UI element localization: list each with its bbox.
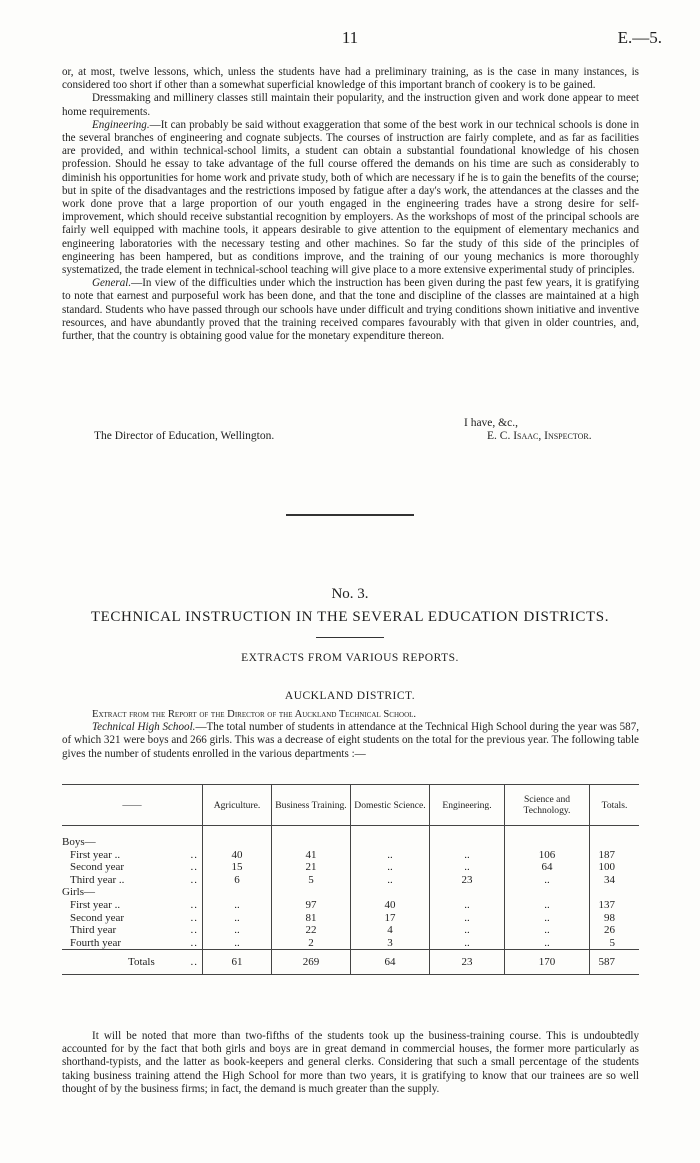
total-cell: 587	[590, 950, 640, 975]
cell	[505, 836, 590, 849]
cell: ..	[430, 861, 505, 874]
row-dots: ..	[190, 911, 198, 924]
col-header-agriculture: Agriculture.	[203, 785, 272, 826]
cell	[505, 886, 590, 899]
cell: 17	[351, 912, 430, 925]
general-body: —In view of the difficulties under which the instruction has been given during the past few years, it is gratifying to note that earnest and purposeful work has been done, and that the tone and discipline of the classes are maintained at a high standard. Students who have passed through our schools have under difficult and trying conditions shown initiative and inventive resources, and have abundantly proved that the training received compares favourably with that given in older countries, and, further, that the country is obtaining good value for the monetary expenditure thereon.	[62, 277, 639, 343]
technical-high-school-body: —The total number of students in attendance at the Technical High School during the year was 587, of which 321 were boys and 266 girls. This was a decrease of eight students on the total for the previous year. The following table gives the number of students enrolled in the various departments :—	[62, 721, 640, 760]
row-dots: ..	[190, 873, 198, 886]
cell: 15	[203, 861, 272, 874]
total-cell: 269	[272, 950, 351, 975]
col-header-business: Business Training.	[272, 785, 351, 826]
cell: 23	[430, 874, 505, 887]
cell	[430, 886, 505, 899]
row-label: Fourth year	[70, 936, 122, 949]
cell: ..	[203, 912, 272, 925]
engineering-lead: Engineering.	[92, 118, 150, 131]
col-header-science: Science and Technology.	[505, 785, 590, 826]
cell	[272, 836, 351, 849]
total-cell: 64	[351, 950, 430, 975]
cell	[430, 836, 505, 849]
row-label: First year ..	[70, 898, 121, 911]
paragraph-technical-high-school	[62, 721, 639, 761]
extract-heading: Extract from the Report of the Director of the Auckland Technical School.	[92, 709, 417, 720]
totals-row	[62, 950, 639, 975]
cell: ..	[203, 924, 272, 937]
row-dots: ..	[190, 848, 198, 861]
cell	[272, 886, 351, 899]
total-cell: 23	[430, 950, 505, 975]
table-row	[62, 924, 639, 937]
cell: ..	[351, 849, 430, 862]
table-row	[62, 874, 639, 887]
paragraph-cookery-end: or, at most, twelve lessons, which, unless the students have had a preliminary training, as is the case in many instances, is considered too short if other than a somewhat superficial knowledge of this important branch of cookery is to be gained.	[62, 66, 639, 92]
cell: ..	[203, 937, 272, 950]
table-row	[62, 849, 639, 862]
section-subtitle: EXTRACTS FROM VARIOUS REPORTS.	[241, 652, 459, 664]
table-row	[62, 836, 639, 849]
page-number: 11	[341, 28, 359, 47]
table-row	[62, 886, 639, 899]
cell: ..	[430, 937, 505, 950]
cell: 40	[203, 849, 272, 862]
table-header-row	[62, 785, 639, 826]
cell: ..	[351, 874, 430, 887]
row-dots: ..	[190, 898, 198, 911]
document-code: E.—5.	[617, 28, 662, 47]
addressee: The Director of Education, Wellington.	[94, 430, 275, 442]
totals-dots: ..	[190, 956, 198, 969]
paragraph-dressmaking: Dressmaking and millinery classes still maintain their popularity, and the instruction given and work done appear to meet home requirements.	[62, 92, 639, 118]
signer: E. C. Isaac, Inspector.	[487, 430, 592, 442]
cell: 98	[590, 912, 640, 925]
spacer-row	[62, 826, 639, 837]
table-row	[62, 937, 639, 950]
section-number: No. 3.	[331, 586, 369, 602]
table-row	[62, 912, 639, 925]
title-rule	[316, 637, 384, 638]
cell: 34	[590, 874, 640, 887]
col-header-blank: ——	[122, 799, 142, 811]
cell: 5	[272, 874, 351, 887]
row-label: Second year	[70, 911, 125, 924]
row-label: Third year	[70, 924, 117, 937]
row-dots: ..	[190, 924, 198, 937]
total-cell: 61	[203, 950, 272, 975]
row-label: Girls—	[62, 886, 95, 899]
row-label: Boys—	[62, 836, 96, 848]
cell: 3	[351, 937, 430, 950]
cell: 21	[272, 861, 351, 874]
col-header-domestic: Domestic Science.	[351, 785, 430, 826]
row-label: First year ..	[70, 848, 121, 861]
closing: I have, &c.,	[464, 417, 518, 429]
table-row	[62, 899, 639, 912]
cell: 2	[272, 937, 351, 950]
cell: 106	[505, 849, 590, 862]
cell: ..	[430, 899, 505, 912]
enrolment-table	[62, 784, 639, 975]
cell: 64	[505, 861, 590, 874]
row-dots: ..	[190, 936, 198, 949]
paragraph-engineering	[62, 119, 639, 277]
technical-high-school-lead: Technical High School.	[92, 721, 196, 734]
row-label: Second year	[70, 861, 125, 874]
cell: 6	[203, 874, 272, 887]
cell: 100	[590, 861, 640, 874]
paragraph-general	[62, 277, 639, 343]
cell	[351, 836, 430, 849]
cell	[590, 886, 640, 899]
row-dots: ..	[190, 861, 198, 874]
cell: ..	[430, 912, 505, 925]
cell	[590, 836, 640, 849]
cell	[203, 836, 272, 849]
cell: 5	[590, 937, 640, 950]
row-label: Third year ..	[70, 873, 125, 886]
cell: ..	[505, 924, 590, 937]
cell: 41	[272, 849, 351, 862]
district-heading: AUCKLAND DISTRICT.	[284, 690, 416, 702]
cell: 4	[351, 924, 430, 937]
cell: 97	[272, 899, 351, 912]
report-bottom-text	[62, 1030, 639, 1096]
cell: ..	[430, 924, 505, 937]
total-cell: 170	[505, 950, 590, 975]
totals-label: Totals	[128, 956, 155, 969]
cell: 81	[272, 912, 351, 925]
cell: 26	[590, 924, 640, 937]
extract-text	[62, 708, 639, 761]
cell: ..	[351, 861, 430, 874]
section-divider	[286, 514, 414, 516]
paragraph-business-training: It will be noted that more than two-fifths of the students took up the business-training course. This is undoubtedly accounted for by the fact that both girls and boys are in great demand in commercial houses, the former more particularly as shorthand-typists, and the latter as book-keepers and general clerks. Considering that such a small percentage of the students taking business training attend the High School for more than two years, it is gratifying to know that our trainees are so well thought of by the business firms; in fact, the demand is much greater than the supply.	[62, 1030, 639, 1095]
cell: ..	[430, 849, 505, 862]
cell	[351, 886, 430, 899]
cell: 187	[590, 849, 640, 862]
cell: ..	[203, 899, 272, 912]
table-row	[62, 861, 639, 874]
general-lead: General.	[92, 277, 132, 290]
cell: ..	[505, 912, 590, 925]
cell: 40	[351, 899, 430, 912]
cell: 137	[590, 899, 640, 912]
engineering-body: —It can probably be said without exaggeration that some of the best work in our technical schools is done in the several branches of engineering and cognate subjects. The courses of instruction are fairly complete, and as far as facilities are provided, and within technical-school limits, a student can obtain a substantial foundational knowledge of his chosen profession. Should he essay to take advantage of the full course offered the demands on his time are such as considerably to diminish his opportunities for home work and private study, both of which are necessary if he is to gain the benefits of the course; but in spite of the disadvantages and the restrictions imposed by fatigue after a day's work, the attendances at the classes and the work done prove that a large proportion of our youth engaged in the engineering trades have a strong desire for self-improvement, which should receive substantial recognition by employers. As the workshops of most of the principal schools are fairly well equipped with machine tools, it appears desirable to give attention to the equipment of elementary mechanics and engineering laboratories with the necessary testing and other machines. So far the study of this side of the principles of engineering has been hampered, but as conditions improve, and the training of our young mechanics is more thoroughly systematized, the trade element in technical-school teaching will give place to a more extensive experimental study of principles.	[62, 118, 639, 277]
cell: ..	[505, 937, 590, 950]
cell	[203, 886, 272, 899]
cell: 22	[272, 924, 351, 937]
cell: ..	[505, 899, 590, 912]
report-top-text	[62, 66, 639, 343]
col-header-engineering: Engineering.	[430, 785, 505, 826]
section-title: TECHNICAL INSTRUCTION IN THE SEVERAL EDUCATION DISTRICTS.	[90, 609, 610, 625]
col-header-totals: Totals.	[590, 785, 640, 826]
cell: ..	[505, 874, 590, 887]
